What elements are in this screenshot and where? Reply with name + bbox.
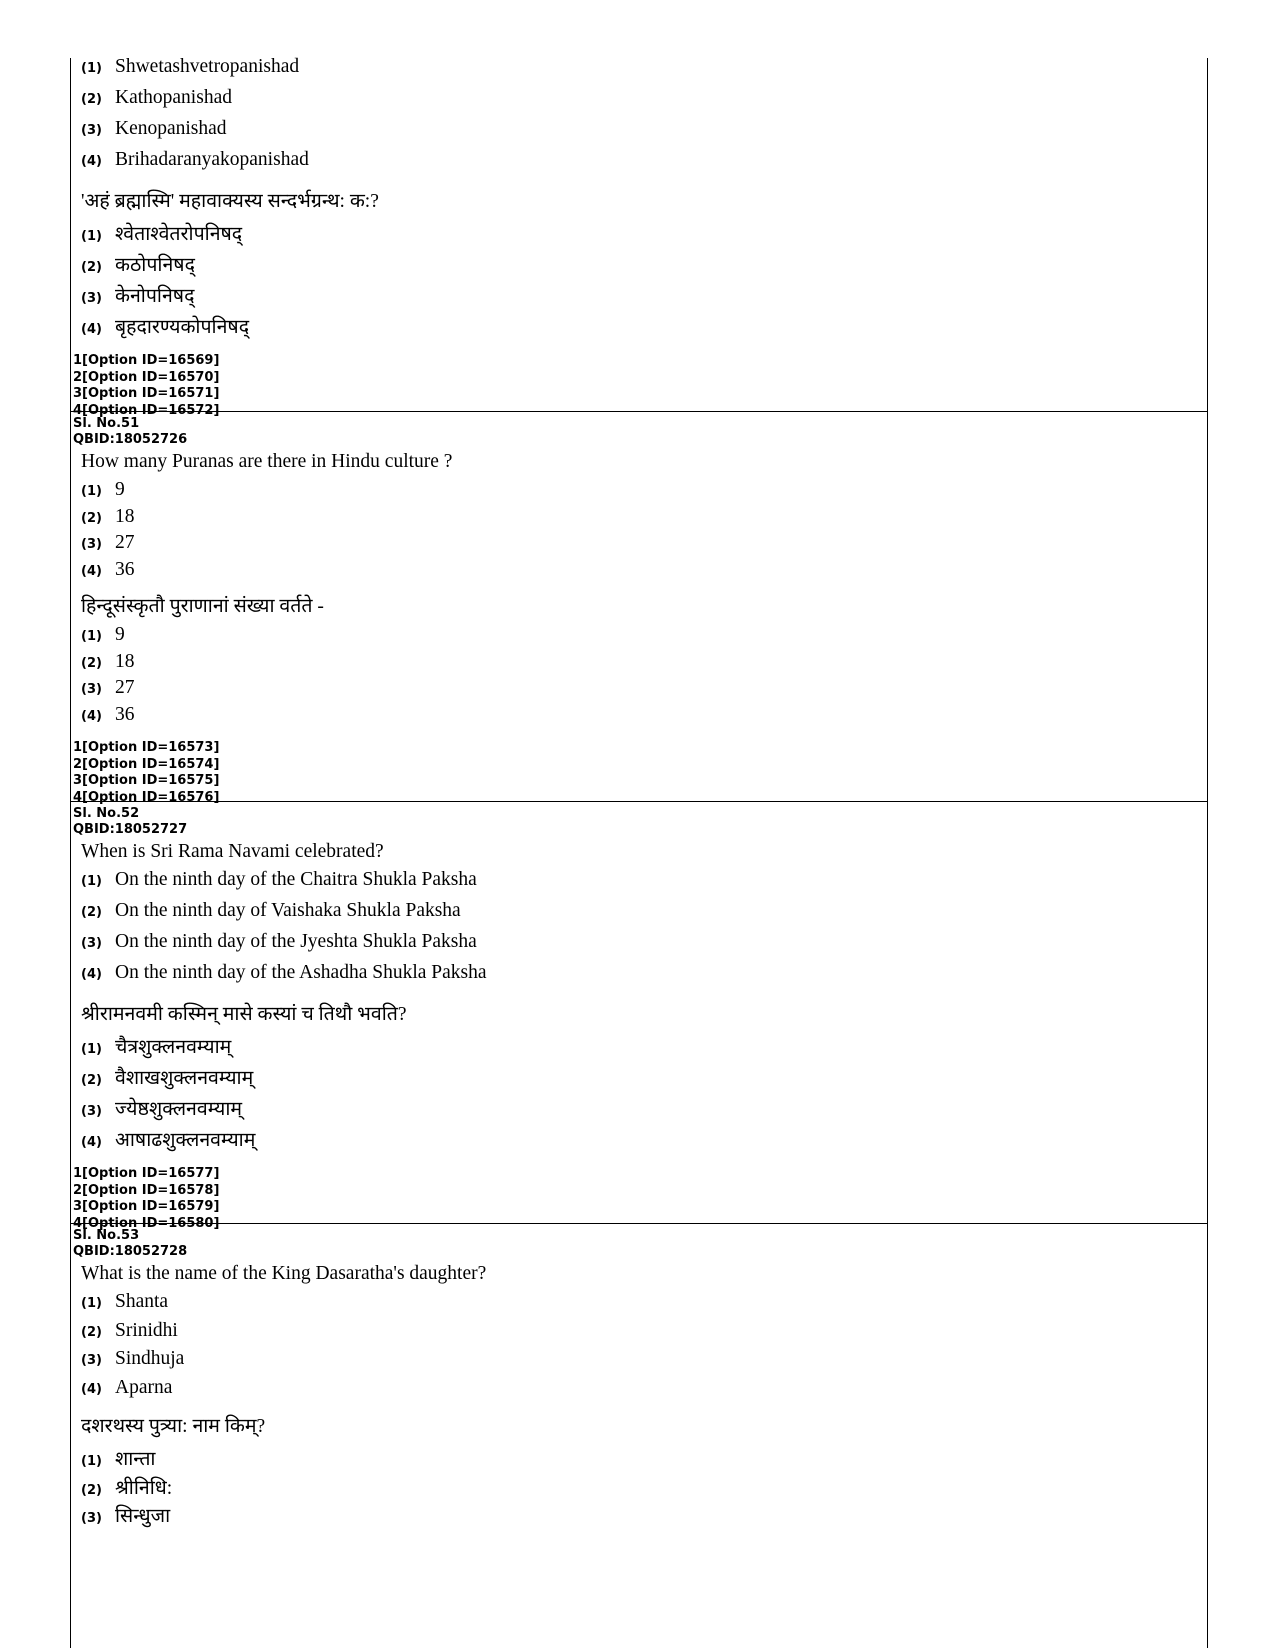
option-id-line: 4[Option ID=16576] bbox=[73, 789, 220, 805]
serial-number: Sl. No.53 bbox=[73, 1228, 140, 1243]
options-hindi bbox=[73, 1444, 1207, 1530]
option-id-line: 1[Option ID=16573] bbox=[73, 740, 220, 755]
options-english bbox=[73, 479, 1207, 585]
option-hi-2: (2) 18 bbox=[81, 650, 135, 672]
options-english bbox=[73, 1291, 1207, 1405]
options-hindi bbox=[73, 219, 1207, 343]
option-id-line: 2[Option ID=16574] bbox=[73, 756, 220, 772]
question-block-51 bbox=[71, 412, 1207, 805]
option-ids bbox=[73, 1166, 1207, 1232]
option-hi-1: (1) चैत्रशुक्लनवम्याम् bbox=[81, 1037, 232, 1058]
options-english bbox=[73, 869, 1207, 993]
option-en-1: (1) Shanta bbox=[81, 1291, 169, 1312]
question-text-english: What is the name of the King Dasaratha's daughter? bbox=[81, 1263, 487, 1284]
option-en-3: (3) Kenopanishad bbox=[81, 118, 227, 139]
option-en-4: (4) On the ninth day of the Ashadha Shukla Paksha bbox=[81, 962, 487, 983]
option-hi-1: (1) 9 bbox=[81, 624, 125, 645]
option-en-2: (2) On the ninth day of Vaishaka Shukla Paksha bbox=[81, 900, 461, 921]
option-id-line: 4[Option ID=16572] bbox=[73, 402, 220, 418]
question-text-hindi: श्रीरामनवमी कस्मिन् मासे कस्यां च तिथौ भवति? bbox=[81, 1004, 407, 1025]
options-hindi bbox=[73, 624, 1207, 730]
question-text-hindi: हिन्दूसंस्कृतौ पुराणानां संख्या वर्तते - bbox=[81, 596, 324, 617]
option-en-1: (1) Shwetashvetropanishad bbox=[81, 56, 300, 77]
option-en-3: (3) On the ninth day of the Jyeshta Shukla Paksha bbox=[81, 931, 477, 952]
option-en-4: (4) Aparna bbox=[81, 1376, 173, 1398]
option-en-2: (2) 18 bbox=[81, 505, 135, 527]
question-paper bbox=[70, 58, 1208, 1648]
qbid: QBID:18052728 bbox=[73, 1244, 188, 1259]
option-id-line: 2[Option ID=16578] bbox=[73, 1182, 220, 1198]
option-hi-3: (3) 27 bbox=[81, 677, 135, 698]
question-text-english: How many Puranas are there in Hindu culture ? bbox=[81, 451, 453, 472]
question-text-hindi: दशरथस्य पुत्र्या: नाम किम्? bbox=[81, 1416, 266, 1437]
option-id-line: 3[Option ID=16571] bbox=[73, 386, 220, 401]
option-en-3: (3) Sindhuja bbox=[81, 1348, 185, 1369]
option-hi-4: (4) आषाढशुक्लनवम्याम् bbox=[81, 1130, 256, 1151]
option-hi-2: (2) श्रीनिधि: bbox=[81, 1477, 173, 1499]
option-hi-2: (2) वैशाखशुक्लनवम्याम् bbox=[81, 1068, 254, 1089]
option-en-4: (4) 36 bbox=[81, 558, 135, 580]
option-hi-4: (4) 36 bbox=[81, 703, 135, 725]
option-ids bbox=[73, 740, 1207, 806]
option-en-3: (3) 27 bbox=[81, 532, 135, 553]
question-block-52 bbox=[71, 802, 1207, 1231]
option-en-1: (1) On the ninth day of the Chaitra Shukla Paksha bbox=[81, 869, 477, 890]
option-hi-3: (3) सिन्धुजा bbox=[81, 1506, 171, 1527]
option-en-4: (4) Brihadaranyakopanishad bbox=[81, 149, 309, 170]
options-english bbox=[73, 56, 1207, 180]
option-ids bbox=[73, 353, 1207, 419]
option-hi-1: (1) श्वेताश्वेतरोपनिषद् bbox=[81, 224, 243, 245]
option-id-line: 4[Option ID=16580] bbox=[73, 1215, 220, 1231]
options-hindi bbox=[73, 1032, 1207, 1156]
serial-number: Sl. No.52 bbox=[73, 806, 140, 821]
question-text-hindi: 'अहं ब्रह्मास्मि' महावाक्यस्य सन्दर्भग्रन्थ: क:? bbox=[81, 191, 379, 212]
option-id-line: 3[Option ID=16575] bbox=[73, 773, 220, 788]
option-hi-1: (1) शान्ता bbox=[81, 1449, 156, 1470]
option-hi-3: (3) केनोपनिषद् bbox=[81, 286, 195, 307]
serial-number: Sl. No.51 bbox=[73, 416, 140, 431]
option-en-2: (2) Kathopanishad bbox=[81, 87, 232, 108]
qbid: QBID:18052727 bbox=[73, 822, 188, 837]
option-en-1: (1) 9 bbox=[81, 479, 125, 500]
question-block-50 bbox=[71, 56, 1207, 418]
question-block-53 bbox=[71, 1224, 1207, 1544]
option-en-2: (2) Srinidhi bbox=[81, 1319, 178, 1341]
option-hi-2: (2) कठोपनिषद् bbox=[81, 255, 195, 276]
option-id-line: 1[Option ID=16577] bbox=[73, 1166, 220, 1181]
option-id-line: 2[Option ID=16570] bbox=[73, 369, 220, 385]
option-hi-4: (4) बृहदारण्यकोपनिषद् bbox=[81, 317, 250, 338]
option-id-line: 3[Option ID=16579] bbox=[73, 1199, 220, 1214]
option-id-line: 1[Option ID=16569] bbox=[73, 353, 220, 368]
question-text-english: When is Sri Rama Navami celebrated? bbox=[81, 841, 384, 862]
qbid: QBID:18052726 bbox=[73, 432, 188, 447]
option-hi-3: (3) ज्येष्ठशुक्लनवम्याम् bbox=[81, 1099, 243, 1120]
